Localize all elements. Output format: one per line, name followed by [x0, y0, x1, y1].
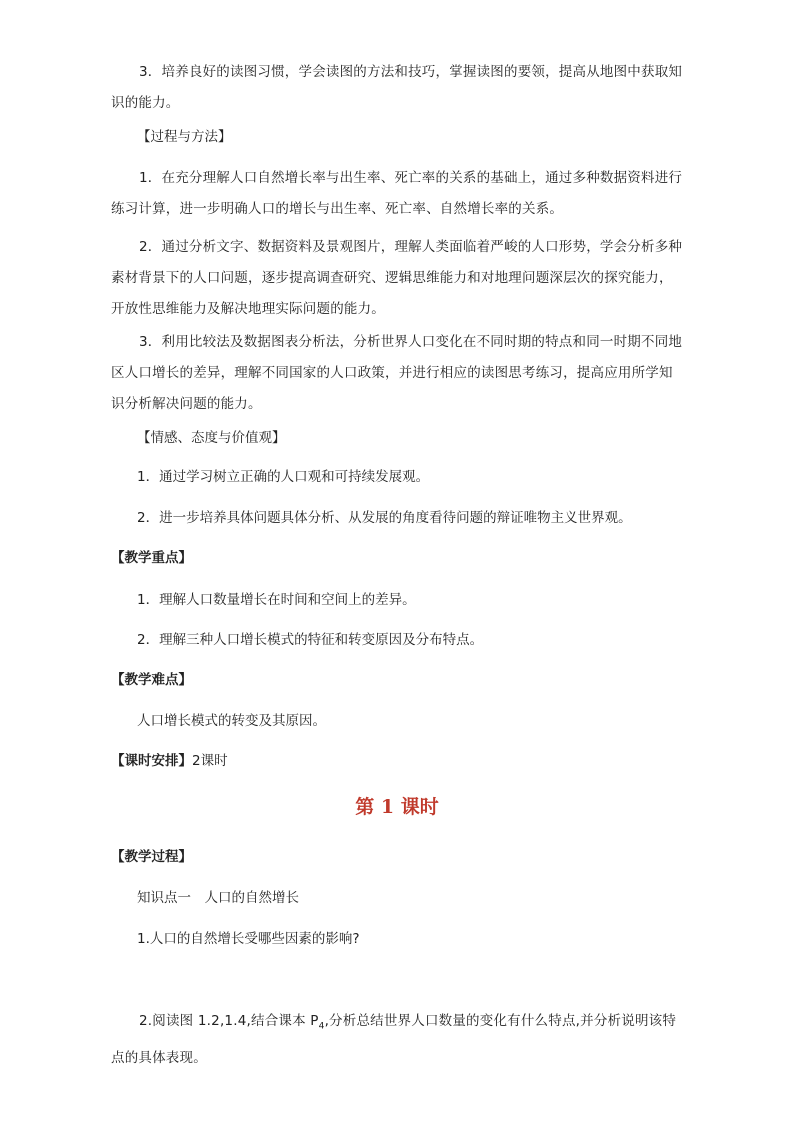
question-2: [111, 1006, 686, 1074]
question-2-part-b: ,分析总结世界人口数量的变化有什么特点,并分析说明该特点的具体表现。: [111, 1013, 677, 1066]
emotion-item-2: 2．进一步培养具体问题具体分析、从发展的角度看待问题的辩证唯物主义世界观。: [137, 510, 632, 526]
lesson-title: 第 1 课时: [355, 796, 439, 818]
difficulty-header: 【教学难点】: [111, 672, 192, 688]
key-point-item-1: 1．理解人口数量增长在时间和空间上的差异。: [137, 592, 416, 608]
knowledge-point-title: 知识点一 人口的自然增长: [137, 890, 299, 906]
key-points-header: 【教学重点】: [111, 550, 192, 566]
emotion-item-1: 1．通过学习树立正确的人口观和可持续发展观。: [137, 469, 430, 485]
section-header-emotion: 【情感、态度与价值观】: [137, 430, 286, 446]
process-paragraph-3: 3．利用比较法及数据图表分析法，分析世界人口变化在不同时期的特点和同一时期不同地区人口增长的差异，理解不同国家的人口政策，并进行相应的读图思考练习，提高应用所学知识分析解决问题的能力。: [111, 334, 683, 412]
process-paragraph-2: 2．通过分析文字、数据资料及景观图片，理解人类面临着严峻的人口形势，学会分析多种素材背景下的人口问题，逐步提高调查研究、逻辑思维能力和对地理问题深层次的探究能力，开放性思维能力及解决地理实际问题的能力。: [111, 239, 683, 317]
schedule-text: 2课时: [192, 753, 228, 769]
process-paragraph-1: 1．在充分理解人口自然增长率与出生率、死亡率的关系的基础上，通过多种数据资料进行练习计算，进一步明确人口的增长与出生率、死亡率、自然增长率的关系。: [111, 170, 683, 217]
schedule-line: [111, 751, 228, 771]
key-point-item-2: 2．理解三种人口增长模式的特征和转变原因及分布特点。: [137, 632, 484, 648]
question-1: 1.人口的自然增长受哪些因素的影响?: [137, 931, 360, 947]
schedule-header: 【课时安排】: [111, 753, 192, 769]
question-2-page-subscript: 4: [318, 1021, 325, 1032]
objective-paragraph: 3．培养良好的读图习惯，学会读图的方法和技巧，掌握读图的要领，提高从地图中获取知识的能力。: [111, 64, 683, 111]
teaching-process-header: 【教学过程】: [111, 849, 192, 865]
section-header-process: 【过程与方法】: [137, 129, 232, 145]
difficulty-text: 人口增长模式的转变及其原因。: [137, 713, 326, 729]
question-2-part-a: 2.阅读图 1.2,1.4,结合课本 P: [139, 1013, 319, 1029]
